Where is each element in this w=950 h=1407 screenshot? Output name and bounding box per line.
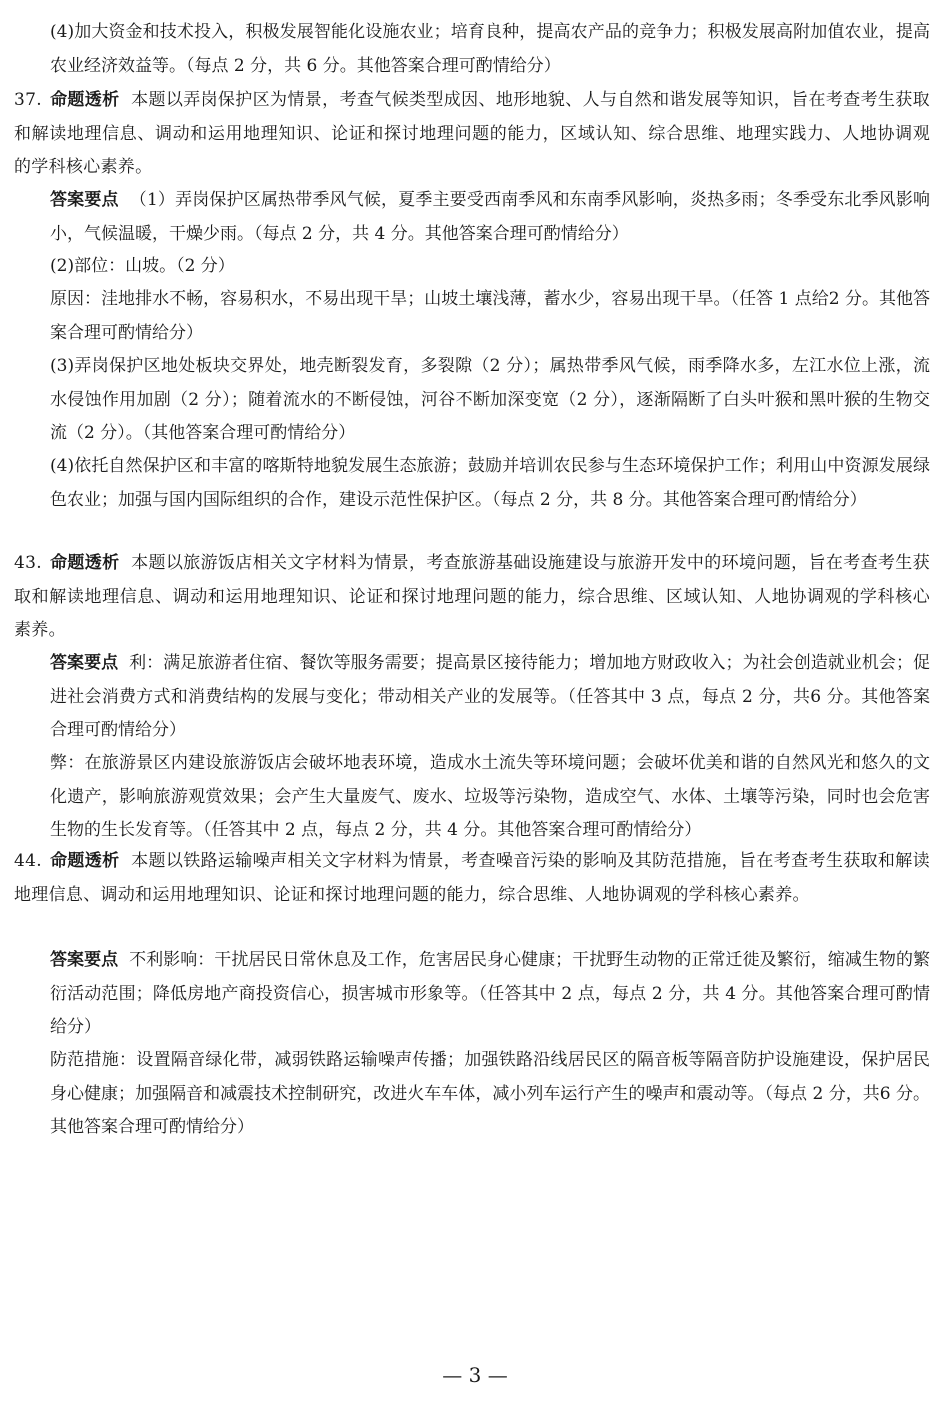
q43-analysis <box>14 547 930 648</box>
q37-analysis-text: 本题以弄岗保护区为情景，考查气候类型成因、地形地貌、人与自然和谐发展等知识，旨在考查考生获取和解读地理信息、调动和运用地理知识、论证和探讨地理问题的能力，区域认知、综合思维、地理实践力、人地协调观的学科核心素养。 <box>14 90 930 177</box>
q37-number: 37. <box>14 90 42 110</box>
q43-answer-label: 答案要点 <box>50 653 119 673</box>
q37-part4: (4)依托自然保护区和丰富的喀斯特地貌发展生态旅游；鼓励并培训农民参与生态环境保护工作；利用山中资源发展绿色农业；加强与国内国际组织的合作，建设示范性保护区。（每点 2 分，共 8 分。其他答案合理可酌情给分） <box>50 456 930 510</box>
q43-benefit-text: 利：满足旅游者住宿、餐饮等服务需要；提高景区接待能力；增加地方财政收入；为社会创造就业机会；促进社会消费方式和消费结构的发展与变化；带动相关产业的发展等。（任答其中 3 点，每点 2 分，共6 分。其他答案合理可酌情给分） <box>50 653 931 740</box>
q37-answer-label: 答案要点 <box>50 190 119 210</box>
q43-analysis-label: 命题透析 <box>50 553 120 573</box>
page-number: — 3 — <box>442 1363 508 1387</box>
q43-harm: 弊：在旅游景区内建设旅游饭店会破坏地表环境，造成水土流失等环境问题；会破坏优美和谐的自然风光和悠久的文化遗产，影响旅游观赏效果；会产生大量废气、废水、垃圾等污染物，造成空气、水体、土壤等污染，同时也会危害生物的生长发育等。（任答其中 2 点，每点 2 分，共 4 分。其他答案合理可酌情给分） <box>50 753 930 840</box>
q43-answer-benefit <box>50 647 930 748</box>
q44-analysis-label: 命题透析 <box>50 851 120 871</box>
q44-answer-label: 答案要点 <box>50 950 119 970</box>
q37-part2-reason: 原因：洼地排水不畅，容易积水，不易出现干旱；山坡土壤浅薄，蓄水少，容易出现干旱。（任答 1 点给2 分。其他答案合理可酌情给分） <box>50 289 930 343</box>
q37-part2-location: (2)部位：山坡。（2 分） <box>50 256 235 276</box>
q37-analysis-label: 命题透析 <box>50 90 120 110</box>
q44-number: 44. <box>14 851 42 871</box>
q44-impact-text: 不利影响：干扰居民日常休息及工作，危害居民身心健康；干扰野生动物的正常迁徙及繁衍，缩减生物的繁衍活动范围；降低房地产商投资信心，损害城市形象等。（任答其中 2 点，每点 2 分，共 4 分。其他答案合理可酌情给分） <box>50 950 931 1037</box>
q37-answer-part1 <box>50 184 930 251</box>
q43-number: 43. <box>14 553 42 573</box>
q37-part3: (3)弄岗保护区地处板块交界处，地壳断裂发育，多裂隙（2 分）；属热带季风气候，雨季降水多，左江水位上涨，流水侵蚀作用加剧（2 分）；随着流水的不断侵蚀，河谷不断加深变宽（2 分），逐渐隔断了白头叶猴和黑叶猴的生物交流（2 分）。（其他答案合理可酌情给分） <box>50 356 930 443</box>
q44-answer-impact <box>50 944 930 1045</box>
q44-measures: 防范措施：设置隔音绿化带，减弱铁路运输噪声传播；加强铁路沿线居民区的隔音板等隔音防护设施建设，保护居民身心健康；加强隔音和减震技术控制研究，改进火车车体，减小列车运行产生的噪声和震动等。（每点 2 分，共6 分。其他答案合理可酌情给分） <box>50 1050 930 1137</box>
q44-analysis-text: 本题以铁路运输噪声相关文字材料为情景，考查噪音污染的影响及其防范措施，旨在考查考生获取和解读地理信息、调动和运用地理知识、论证和探讨地理问题的能力，综合思维、人地协调观的学科核心素养。 <box>14 851 930 905</box>
q37-analysis <box>14 84 930 185</box>
q37-part1-text: （1）弄岗保护区属热带季风气候，夏季主要受西南季风和东南季风影响，炎热多雨；冬季受东北季风影响小，气候温暖，干燥少雨。（每点 2 分，共 4 分。其他答案合理可酌情给分） <box>50 190 931 244</box>
q43-analysis-text: 本题以旅游饭店相关文字材料为情景，考查旅游基础设施建设与旅游开发中的环境问题，旨在考查考生获取和解读地理信息、调动和运用地理知识、论证和探讨地理问题的能力，综合思维、区域认知、人地协调观的学科核心素养。 <box>14 553 930 640</box>
q44-analysis <box>14 845 930 912</box>
q36-part4: (4)加大资金和技术投入，积极发展智能化设施农业；培育良种，提高农产品的竞争力；积极发展高附加值农业，提高农业经济效益等。（每点 2 分，共 6 分。其他答案合理可酌情给分） <box>50 22 930 76</box>
